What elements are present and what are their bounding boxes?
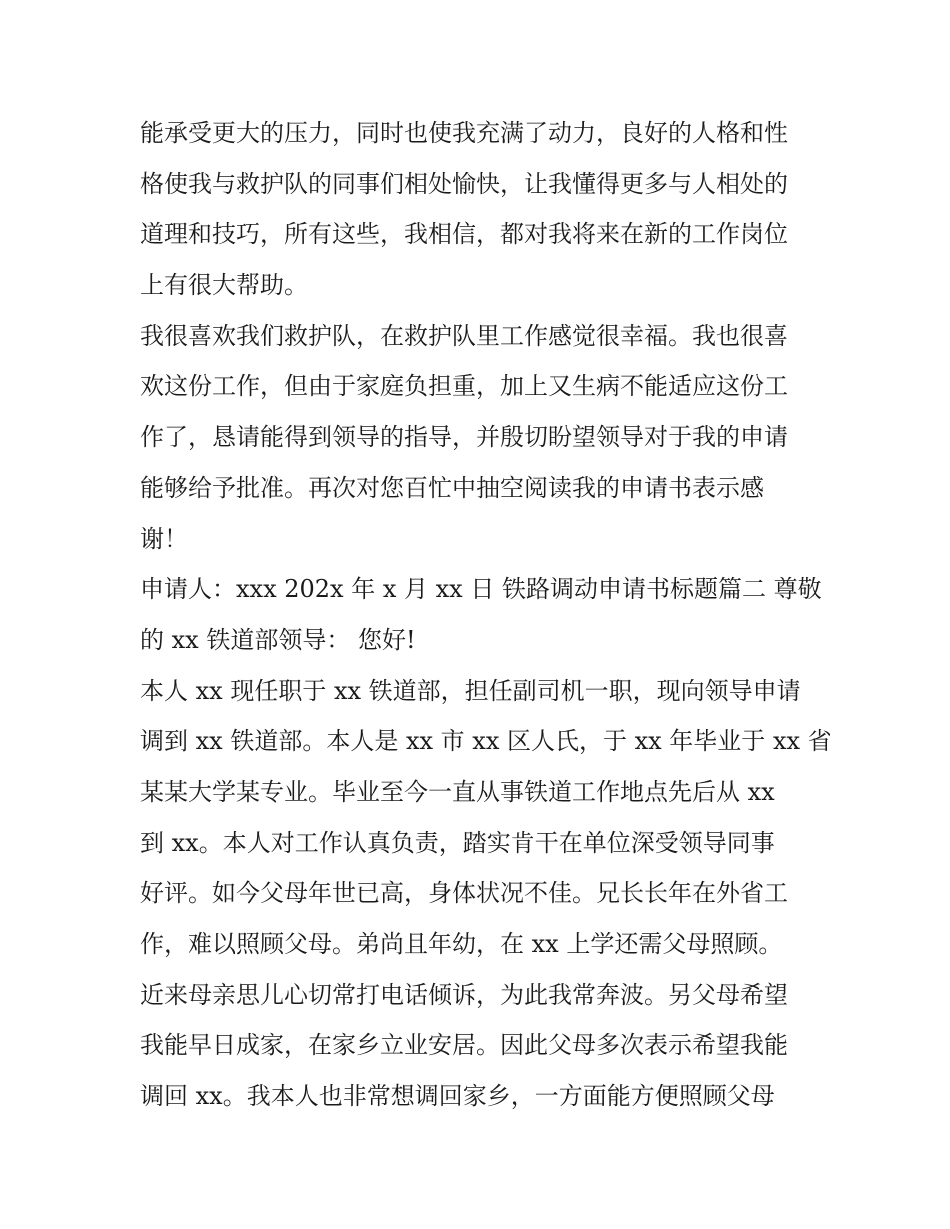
text-line: 调到 xx 铁道部。本人是 xx 市 xx 区人氏，于 xx 年毕业于 xx 省 — [140, 727, 832, 756]
text-line: 格使我与救护队的同事们相处愉快，让我懂得更多与人相处的 — [140, 169, 788, 198]
text-line: 作，难以照顾父母。弟尚且年幼，在 xx 上学还需父母照顾。 — [140, 930, 783, 958]
text-line: 到 xx。本人对工作认真负责，踏实肯干在单位深受领导同事 — [140, 828, 775, 857]
text-line: 我能早日成家，在家乡立业安居。因此父母多次表示希望我能 — [140, 1031, 788, 1060]
text-line: 好评。如今父母年世已高，身体状况不佳。兄长长年在外省工 — [140, 879, 788, 908]
text-line: 作了，恳请能得到领导的指导，并殷切盼望领导对于我的申请 — [140, 423, 788, 452]
text-line: 某某大学某专业。毕业至今一直从事铁道工作地点先后从 xx — [140, 777, 775, 806]
text-line: 上有很大帮助。 — [140, 271, 308, 300]
text-line: 欢这份工作，但由于家庭负担重，加上又生病不能适应这份工 — [140, 372, 788, 401]
text-line: 近来母亲思儿心切常打电话倾诉，为此我常奔波。另父母希望 — [140, 980, 788, 1009]
text-line: 能够给予批准。再次对您百忙中抽空阅读我的申请书表示感 — [140, 473, 764, 502]
text-line: 的 xx 铁道部领导： 您好! — [140, 625, 416, 654]
text-line: 调回 xx。我本人也非常想调回家乡，一方面能方便照顾父母 — [140, 1082, 775, 1111]
document-body — [140, 108, 832, 1122]
text-line: 本人 xx 现任职于 xx 铁道部，担任副司机一职，现向领导申请 — [140, 676, 801, 705]
text-line: 能承受更大的压力，同时也使我充满了动力，良好的人格和性 — [140, 119, 788, 147]
text-line: 道理和技巧，所有这些，我相信，都对我将来在新的工作岗位 — [140, 220, 788, 249]
text-line: 我很喜欢我们救护队，在救护队里工作感觉很幸福。我也很喜 — [140, 321, 788, 350]
text-line: 申请人：xxx 202x 年 x 月 xx 日 铁路调动申请书标题篇二 尊敬 — [140, 575, 822, 604]
text-line: 谢！ — [140, 524, 188, 553]
